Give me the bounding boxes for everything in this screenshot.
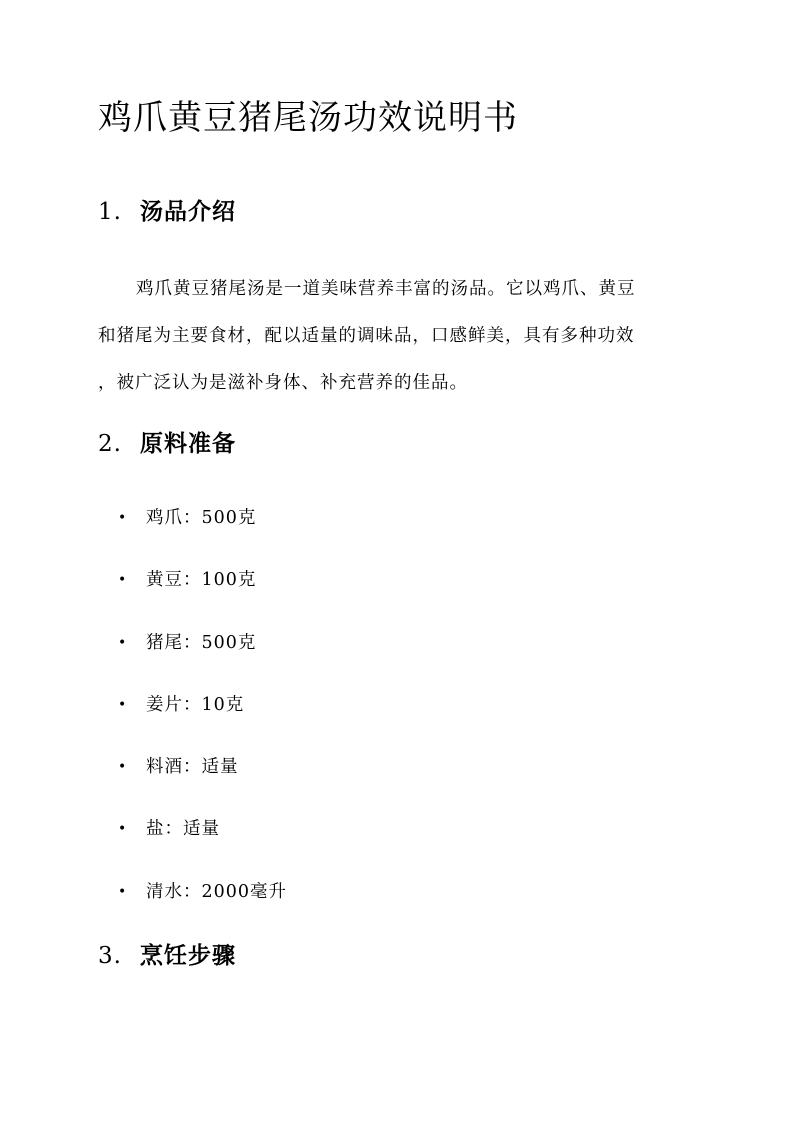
bullet-icon: • (118, 883, 128, 900)
list-item (118, 874, 287, 936)
list-item (118, 625, 287, 687)
document-title: 鸡爪黄豆猪尾汤功效说明书 (98, 98, 518, 138)
bullet-icon: • (118, 759, 128, 776)
intro-line: 鸡爪黄豆猪尾汤是一道美味营养丰富的汤品。它以鸡爪、黄豆 (136, 279, 636, 299)
bullet-icon: • (118, 572, 128, 589)
intro-line: 和猪尾为主要食材，配以适量的调味品，口感鲜美，具有多种功效 (98, 326, 635, 346)
ingredient-text: 清水：2000毫升 (146, 881, 288, 902)
section-title: 汤品介绍 (140, 198, 236, 225)
list-item (118, 811, 287, 873)
bullet-icon: • (118, 510, 128, 526)
intro-paragraph (98, 266, 702, 407)
list-item (118, 562, 287, 624)
section-number: 3. (98, 943, 122, 969)
ingredient-text: 鸡爪：500克 (146, 508, 257, 528)
list-item (118, 687, 287, 749)
list-item (118, 749, 287, 811)
bullet-icon: • (118, 634, 128, 651)
section-number: 2. (98, 431, 122, 457)
section-heading-intro (98, 196, 236, 228)
ingredient-text: 盐：适量 (146, 819, 220, 840)
list-item (118, 500, 287, 562)
section-title: 原料准备 (140, 430, 236, 457)
ingredient-list (118, 500, 287, 936)
ingredient-text: 姜片：10克 (146, 694, 245, 715)
bullet-icon: • (118, 821, 128, 838)
ingredient-text: 料酒：适量 (146, 757, 239, 778)
ingredient-text: 猪尾：500克 (146, 632, 257, 653)
section-title: 烹饪步骤 (140, 942, 236, 969)
section-number: 1. (98, 199, 122, 225)
section-heading-ingredients (98, 428, 236, 460)
intro-line: ，被广泛认为是滋补身体、补充营养的佳品。 (98, 373, 468, 393)
ingredient-text: 黄豆：100克 (146, 570, 257, 591)
bullet-icon: • (118, 696, 128, 713)
section-heading-steps (98, 940, 236, 972)
